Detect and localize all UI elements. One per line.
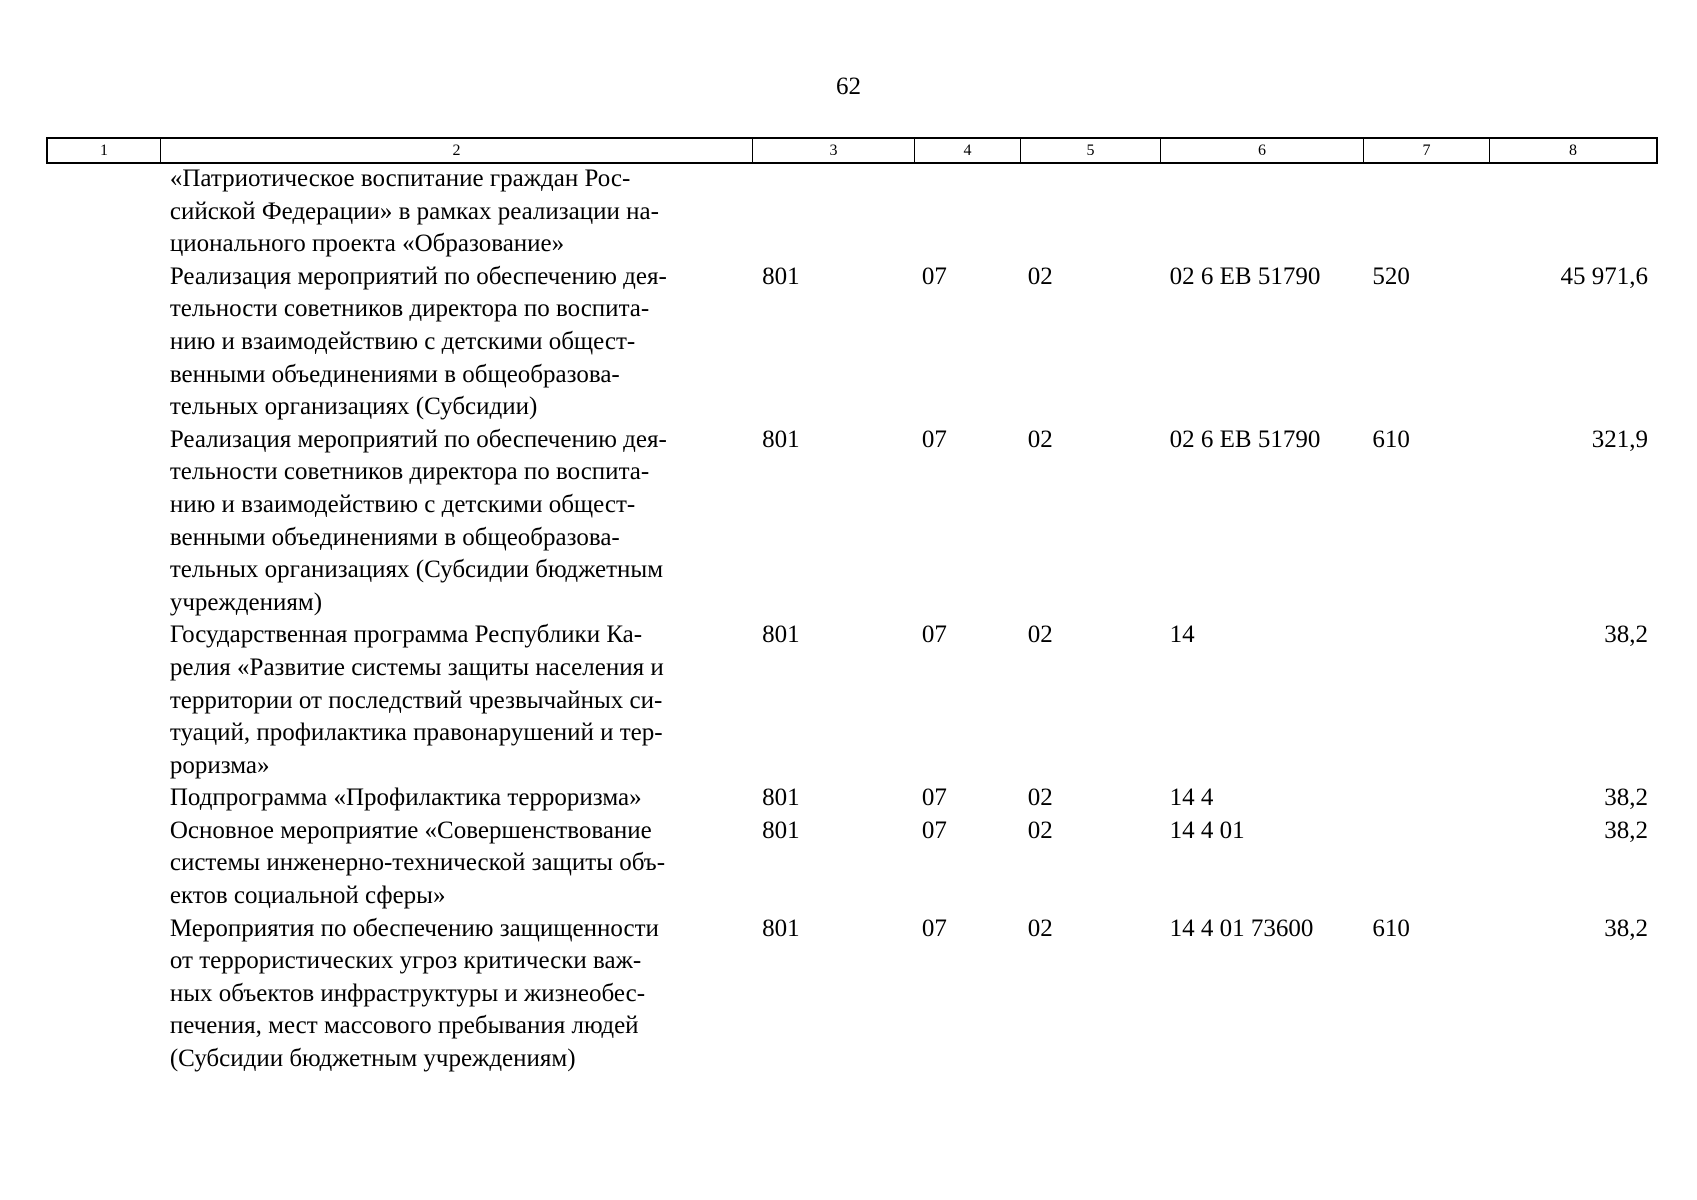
description-line: нию и взаимодействию с детскими общест-: [169, 490, 636, 518]
cell-col-6: 14 4 01: [1169, 816, 1245, 844]
header-col-4: 4: [915, 139, 1021, 162]
cell-col-7: 610: [1372, 425, 1410, 453]
header-col-2: 2: [161, 139, 753, 162]
header-col-7: 7: [1364, 139, 1490, 162]
header-col-3: 3: [753, 139, 915, 162]
cell-col-8: 38,2: [1604, 621, 1649, 649]
cell-description: [46, 163, 750, 261]
cell-col-5: 02: [1027, 816, 1053, 844]
cell-col-6: 02 6 ЕВ 51790: [1169, 425, 1321, 453]
description-line: тельных организациях (Субсидии бюджетным: [169, 556, 664, 584]
cell-col-4: 07: [921, 425, 947, 453]
table-row: [46, 619, 1658, 782]
description-line: сийской Федерации» в рамках реализации на-: [169, 197, 659, 225]
cell-description: [46, 782, 750, 815]
cell-col-7: 610: [1372, 914, 1410, 942]
cell-description: [46, 261, 750, 424]
cell-col-6: 14 4 01 73600: [1169, 914, 1314, 942]
cell-col-5: 02: [1027, 621, 1053, 649]
cell-col-7: [1360, 619, 1486, 782]
cell-col-4: [912, 163, 1018, 261]
header-col-8: 8: [1569, 142, 1577, 159]
cell-col-4: 07: [921, 816, 947, 844]
cell-col-4: 07: [921, 262, 947, 290]
description-line: системы инженерно-технической защиты объ-: [169, 849, 666, 877]
cell-col-3: 801: [762, 262, 800, 290]
cell-col-7: [1360, 782, 1486, 815]
cell-col-8: 45 971,6: [1560, 262, 1649, 290]
description-line: Мероприятия по обеспечению защищенности: [169, 914, 659, 942]
cell-description: [46, 815, 750, 913]
cell-col-6: 14: [1169, 621, 1195, 649]
cell-description: [46, 913, 750, 1076]
cell-col-8: 38,2: [1604, 816, 1649, 844]
cell-description: [46, 619, 750, 782]
description-line: туаций, профилактика правонарушений и тер-: [169, 719, 663, 747]
cell-col-6: 02 6 ЕВ 51790: [1169, 262, 1321, 290]
header-col-5: 5: [1021, 139, 1161, 162]
table-row: [46, 163, 1658, 261]
cell-col-7: 520: [1372, 262, 1410, 290]
description-line: ционального проекта «Образование»: [169, 230, 565, 258]
description-line: Государственная программа Республики Ка-: [169, 621, 643, 649]
description-line: печения, мест массового пребывания людей: [169, 1012, 639, 1040]
cell-col-5: 02: [1027, 914, 1053, 942]
description-line: релия «Развитие системы защиты населения и: [169, 653, 664, 681]
cell-col-3: 801: [762, 816, 800, 844]
description-line: нию и взаимодействию с детскими общест-: [169, 327, 636, 355]
cell-col-6: [1158, 163, 1361, 261]
page-number: 62: [836, 73, 861, 100]
cell-col-8: [1486, 163, 1658, 261]
cell-col-4: 07: [921, 784, 947, 812]
header-col-1: 1: [48, 139, 161, 162]
cell-description: [46, 424, 750, 620]
table-row: [46, 424, 1658, 620]
cell-col-5: 02: [1027, 784, 1053, 812]
table-row: [46, 782, 1658, 815]
cell-col-5: [1018, 163, 1158, 261]
description-line: от террористических угроз критически важ-: [169, 947, 642, 975]
cell-col-3: 801: [762, 621, 800, 649]
description-line: ных объектов инфраструктуры и жизнеобес-: [169, 979, 646, 1007]
table-row: [46, 261, 1658, 424]
cell-col-3: 801: [762, 914, 800, 942]
cell-col-3: 801: [762, 784, 800, 812]
table-header: [46, 137, 1658, 164]
description-line: тельных организациях (Субсидии): [169, 393, 538, 421]
description-line: Основное мероприятие «Совершенствование: [169, 816, 652, 844]
cell-col-4: 07: [921, 914, 947, 942]
description-line: учреждениям): [169, 588, 323, 616]
cell-col-3: [750, 163, 912, 261]
description-line: тельности советников директора по воспита-: [169, 295, 650, 323]
description-line: Реализация мероприятий по обеспечению дея-: [169, 425, 667, 453]
table-body: [46, 163, 1658, 1076]
cell-col-3: 801: [762, 425, 800, 453]
cell-col-4: 07: [921, 621, 947, 649]
cell-col-8: 38,2: [1604, 784, 1649, 812]
cell-col-8: 38,2: [1604, 914, 1649, 942]
cell-col-5: 02: [1027, 262, 1053, 290]
description-line: Реализация мероприятий по обеспечению дея-: [169, 262, 667, 290]
description-line: тельности советников директора по воспита-: [169, 458, 650, 486]
description-line: территории от последствий чрезвычайных си-: [169, 686, 663, 714]
description-line: ектов социальной сферы»: [169, 882, 446, 910]
cell-col-6: 14 4: [1169, 784, 1214, 812]
table-row: [46, 815, 1658, 913]
cell-col-8: 321,9: [1591, 425, 1649, 453]
description-line: Подпрограмма «Профилактика терроризма»: [169, 784, 642, 812]
cell-col-7: [1360, 815, 1486, 913]
description-line: (Субсидии бюджетным учреждениям): [169, 1045, 576, 1073]
cell-col-5: 02: [1027, 425, 1053, 453]
description-line: венными объединениями в общеобразова-: [169, 523, 620, 551]
description-line: «Патриотическое воспитание граждан Рос-: [169, 165, 631, 192]
cell-col-7: [1360, 163, 1486, 261]
table-row: [46, 913, 1658, 1076]
description-line: роризма»: [169, 751, 270, 779]
description-line: венными объединениями в общеобразова-: [169, 360, 620, 388]
header-col-6: 6: [1161, 139, 1364, 162]
